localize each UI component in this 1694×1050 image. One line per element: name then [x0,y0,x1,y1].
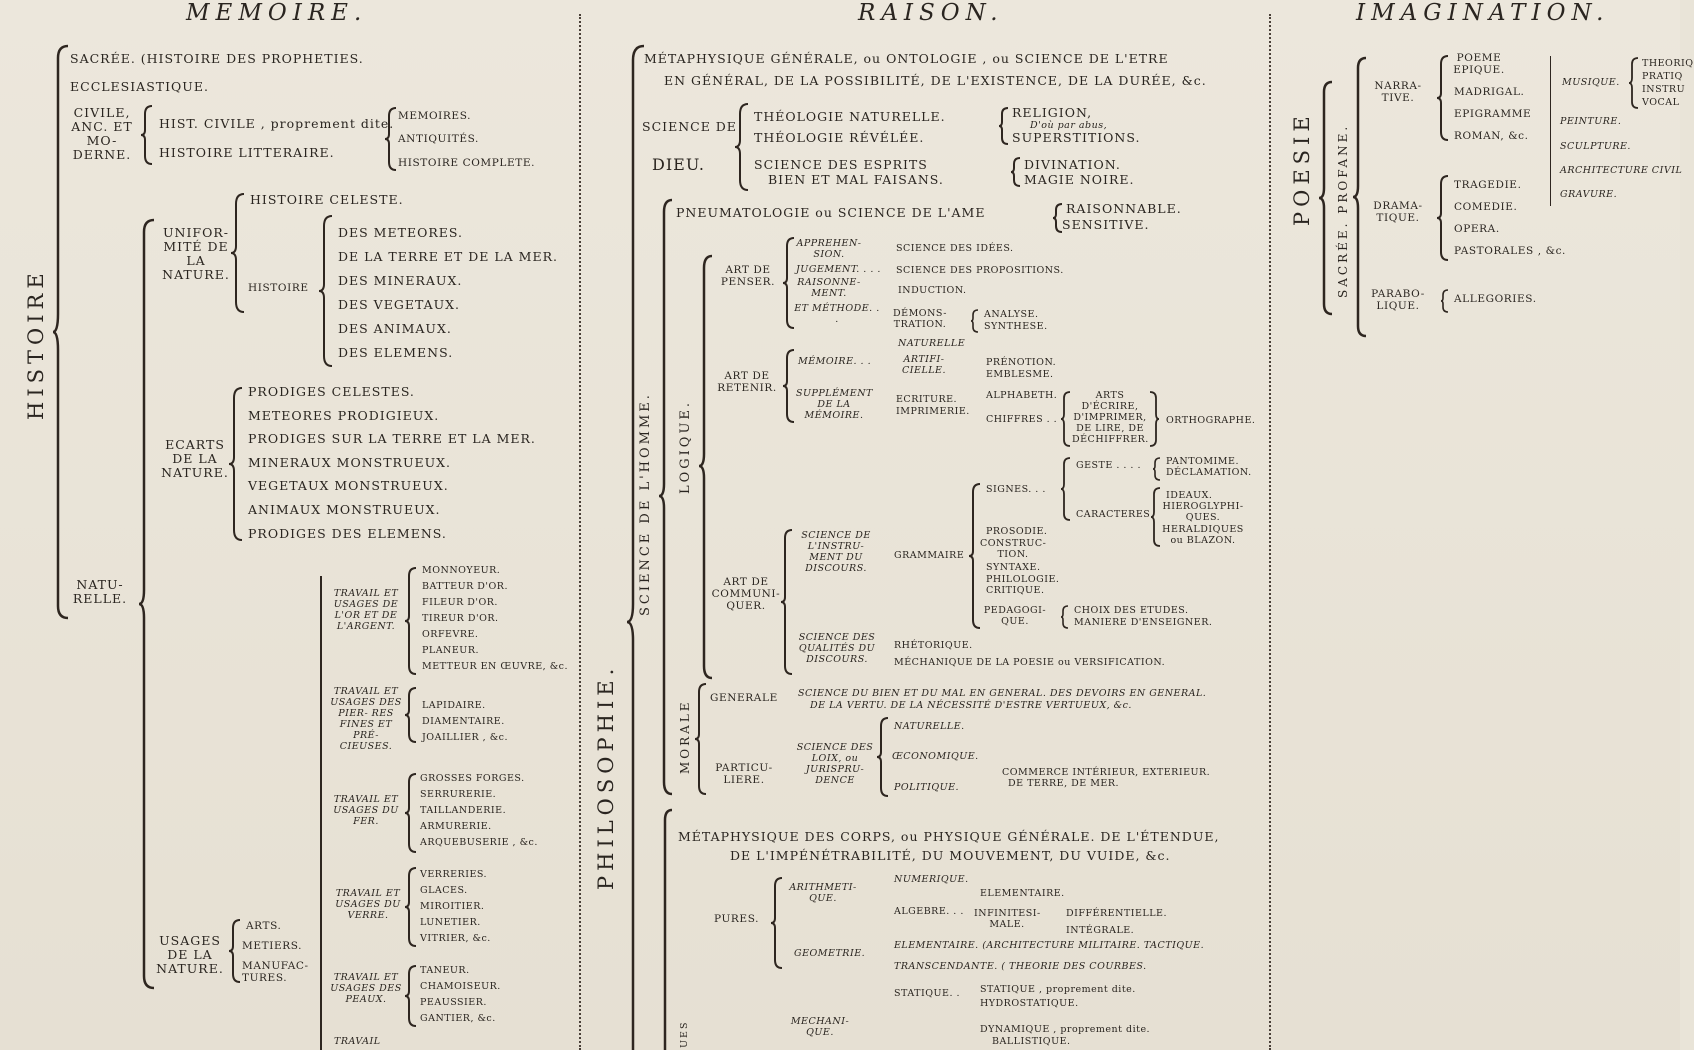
statique-prop-label: STATIQUE , proprement dite. [980,984,1136,995]
civile-items-brace [384,106,398,172]
ecarts-brace [228,386,244,542]
hist-civile-label: HIST. CIVILE , proprement dite. [159,116,395,131]
naturelle-label: NATU- RELLE. [72,577,128,606]
divination-label: DIVINATION. [1024,157,1121,172]
narrative-item: POEME EPIQUE. [1453,52,1505,76]
civile-item: HISTOIRE COMPLETE. [398,157,536,169]
ecriture-label: ECRITURE. [896,394,958,405]
philologie-label: PHILOLOGIE. [986,574,1060,585]
histoire-word: HISTOIRE [248,282,309,294]
header-memoire: MEMOIRE. [186,0,368,26]
allegories-label: ALLEGORIES. [1454,293,1537,305]
analyse-label: ANALYSE. [984,309,1039,320]
analyse-brace [970,308,980,334]
histoire-item: DES METEORES. [338,225,463,240]
travail-or-item: TIREUR D'OR. [422,613,499,624]
histoire-label: HISTOIRE [24,268,48,420]
usages-label: USAGES DE LA NATURE. [156,933,224,976]
geometrie-transcendante-label: TRANSCENDANTE. ( THEORIE DES COURBES. [894,961,1147,972]
travail-or-item: ORFEVRE. [422,629,479,640]
apprehension-label: APPREHEN- SION. [796,238,862,260]
column-divider-right [1269,14,1271,1050]
metaphysique-generale-line2: EN GÉNÉRAL, DE LA POSSIBILITÉ, DE L'EXISTENCE, DE LA DURÉE, &c. [664,73,1207,88]
jugement-label: JUGEMENT. . . . [796,264,881,275]
sensitive-label: SENSITIVE. [1062,217,1150,232]
travail-fer-item: GROSSES FORGES. [420,773,525,784]
pantomime-label: PANTOMIME. [1166,456,1239,467]
mathematiques-label-partial: UES [679,1020,690,1048]
science-esprits-label: SCIENCE DES ESPRITS [754,157,928,172]
penser-result: SCIENCE DES IDÉES. [896,243,1014,254]
pures-brace [770,876,784,970]
travail-verre-item: VERRERIES. [420,869,488,880]
synthese-label: SYNTHESE. [984,321,1048,332]
arts-ecrire-label: ARTS D'ÉCRIRE, D'IMPRIMER, DE LIRE, DE DÉCHIFFRER. [1072,390,1149,445]
dramatique-item: COMEDIE. [1454,201,1518,213]
travail-bracket-line [320,576,322,1050]
histoire-item: DES MINERAUX. [338,273,463,288]
choix-etudes-label: CHOIX DES ETUDES. [1074,605,1189,616]
mathematiques-brace [660,808,674,1050]
pedagogique-brace [1060,604,1070,630]
travail-pierres-item: LAPIDAIRE. [422,700,486,711]
arts-ecrire-brace [1060,390,1072,448]
geste-label: GESTE . . . . [1076,460,1141,471]
usages-item: ARTS. [246,920,282,932]
commerce-line2: DE TERRE, DE MER. [1008,778,1120,789]
bien-mal-faisans-label: BIEN ET MAL FAISANS. [768,172,944,187]
syntaxe-label: SYNTAXE. [986,562,1041,573]
travail-or-item: MONNOYEUR. [422,565,501,576]
travail-verre-label: TRAVAIL ET USAGES DU VERRE. [335,888,401,921]
ballistique-label: BALLISTIQUE. [992,1036,1071,1047]
morale-label: MORALE [678,699,692,774]
superstitions-label: SUPERSTITIONS. [1012,130,1141,145]
travail-verre-item: MIROITIER. [420,901,485,912]
arts-ecrire-right-brace [1148,390,1160,448]
methode-label: ET MÉTHODE. . . [794,303,880,325]
civile-label: CIVILE, ANC. ET MO- DERNE. [71,105,133,162]
declamation-label: DÉCLAMATION. [1166,467,1252,478]
construction-label: CONSTRUC- TION. [980,538,1047,560]
travail-peaux-label: TRAVAIL ET USAGES DES PEAUX. [330,972,402,1005]
travail-pierres-brace [404,686,418,744]
geometrie-label: GEOMETRIE. [794,948,866,959]
dramatique-brace [1436,174,1450,262]
divination-brace [1010,156,1022,188]
parabolique-label: PARABO- LIQUE. [1371,288,1425,312]
theologie-revelee-label: THÉOLOGIE RÉVÉLÉE. [754,130,925,145]
statique-label: STATIQUE. . [894,988,961,999]
theologie-naturelle-label: THÉOLOGIE NATURELLE. [754,109,946,124]
geste-brace [1152,456,1162,482]
algebre-elementaire-label: ELEMENTAIRE. [980,888,1065,899]
travail-fer-item: TAILLANDERIE. [420,805,507,816]
hist-litteraire-label: HISTOIRE LITTERAIRE. [159,145,335,160]
travail-or-item: FILEUR D'OR. [422,597,498,608]
pures-label: PURES. [714,913,760,925]
infinitesimale-label: INFINITESI- MALE. [974,908,1041,930]
musique-brace [1628,56,1640,110]
raisonnement-label: RAISONNE- MENT. [797,277,861,299]
ecarts-item: PRODIGES DES ELEMENS. [248,526,447,541]
politique-label: POLITIQUE. [894,782,960,793]
uniformite-brace [230,192,246,314]
science-homme-label: SCIENCE DE L'HOMME. [638,392,653,616]
critique-label: CRITIQUE. [986,585,1045,596]
travail-or-item: PLANEUR. [422,645,479,656]
hieroglyphiques-label: HIEROGLYPHI- QUES. [1162,501,1244,523]
naturelle-m-label: NATURELLE. [894,721,965,732]
art-penser-label: ART DE PENSER. [720,264,776,288]
philosophie-label: PHILOSOPHIE. [594,663,618,890]
travail-or-item: METTEUR EN ŒUVRE, &c. [422,661,568,672]
hydrostatique-label: HYDROSTATIQUE. [980,998,1079,1009]
usages-brace [228,918,242,984]
naturelle-brace [138,218,156,990]
science-loix-label: SCIENCE DES LOIX, ou JURISPRU- DENCE [796,742,874,786]
art-communiquer-brace [780,528,794,676]
mechanique-poesie-label: MÉCHANIQUE DE LA POESIE ou VERSIFICATION. [894,657,1166,668]
header-imagination: IMAGINATION. [1356,0,1610,26]
differentielle-label: DIFFÉRENTIELLE. [1066,908,1167,919]
par-abus-label: D'où par abus, [1030,120,1108,131]
poesie-label: POESIE [1290,111,1314,226]
dramatique-label: DRAMA- TIQUE. [1373,200,1423,224]
memoire-r-label: MÉMOIRE. . . [798,356,872,367]
architecture-label: ARCHITECTURE CIVIL [1560,165,1683,176]
musique-item: THEORIQ [1642,58,1694,69]
sacree-profane-label: SACRÉE. PROFANE. [1336,123,1350,298]
histoire-item: DES ANIMAUX. [338,321,452,336]
rhetorique-label: RHÉTORIQUE. [894,640,973,651]
dynamique-label: DYNAMIQUE , proprement dite. [980,1024,1151,1035]
science-homme-brace [658,198,674,796]
civile-item: ANTIQUITÉS. [398,133,479,145]
travail-fer-item: ARMURERIE. [420,821,492,832]
travail-fer-item: ARQUEBUSERIE , &c. [420,837,538,848]
travail-fer-brace [404,772,418,854]
signes-brace [1060,456,1072,522]
narrative-label: NARRA- TIVE. [1374,80,1422,104]
metaphysique-corps-line1: MÉTAPHYSIQUE DES CORPS, ou PHYSIQUE GÉNÉRALE. DE L'ÉTENDUE, [678,829,1220,844]
chiffres-label: CHIFFRES . . [986,414,1058,425]
arithmetique-label: ARITHMETI- QUE. [789,882,857,904]
generale-label: GENERALE [710,692,778,704]
travail-peaux-item: TANEUR. [420,965,470,976]
integrale-label: INTÉGRALE. [1066,925,1135,936]
travail-verre-item: LUNETIER. [420,917,481,928]
alphabeth-label: ALPHABETH. [986,390,1058,401]
maniere-enseigner-label: MANIERE D'ENSEIGNER. [1074,617,1213,628]
magie-noire-label: MAGIE NOIRE. [1024,172,1135,187]
travail-peaux-brace [404,964,418,1028]
numerique-label: NUMERIQUE. [894,874,969,885]
dieu-label: DIEU. [652,155,705,174]
ecarts-item: METEORES PRODIGIEUX. [248,408,440,423]
uniformite-label: UNIFOR- MITÉ DE LA NATURE. [162,225,230,282]
travail-pierres-item: DIAMENTAIRE. [422,716,505,727]
pedagogique-label: PEDAGOGI- QUE. [983,605,1047,627]
histoire-celeste-label: HISTOIRE CELESTE. [250,192,404,207]
science-dieu-brace [734,102,750,192]
art-retenir-label: ART DE RETENIR. [717,370,777,394]
heraldiques-label: HERALDIQUES ou BLAZON. [1162,524,1244,546]
science-qualites-label: SCIENCE DES QUALITÉS DU DISCOURS. [798,632,876,665]
poesie-brace [1318,80,1334,316]
parabolique-brace [1440,288,1450,314]
economique-label: ŒCONOMIQUE. [892,751,979,762]
travail-pierres-item: JOAILLIER , &c. [422,732,509,743]
penser-result: INDUCTION. [898,285,967,296]
ecarts-item: ANIMAUX MONSTRUEUX. [248,502,441,517]
peinture-label: PEINTURE. [1560,116,1622,127]
musique-label: MUSIQUE. [1562,77,1620,88]
prosodie-label: PROSODIE. [986,526,1048,537]
histoire-item: DE LA TERRE ET DE LA MER. [338,249,558,264]
ideaux-label: IDEAUX. [1166,490,1213,501]
travail-pierres-label: TRAVAIL ET USAGES DES PIER- RES FINES ET PRÉ- CIEUSES. [330,686,402,752]
particuliere-label: PARTICU- LIERE. [715,762,773,786]
column-divider-left [579,14,581,1050]
metaphysique-generale-line1: MÉTAPHYSIQUE GÉNÉRALE, ou ONTOLOGIE , ou SCIENCE DE L'ETRE [644,51,1169,66]
dramatique-item: TRAGEDIE. [1454,179,1522,191]
prenotion-label: PRÉNOTION. [986,357,1057,368]
sculpture-label: SCULPTURE. [1560,141,1631,152]
travail-or-item: BATTEUR D'OR. [422,581,508,592]
ecarts-label: ECARTS DE LA NATURE. [161,437,229,480]
travail-verre-brace [404,866,418,948]
penser-result: DÉMONS- TRATION. [893,308,947,330]
religion-brace [998,106,1010,146]
travail-peaux-item: GANTIER, &c. [420,1013,496,1024]
logique-brace [698,254,714,680]
penser-result: SCIENCE DES PROPOSITIONS. [896,265,1064,276]
supplement-memoire-label: SUPPLÉMENT DE LA MÉMOIRE. [796,388,873,421]
pneumatologie-label: PNEUMATOLOGIE ou SCIENCE DE L'AME [676,205,986,220]
narrative-item: ROMAN, &c. [1454,130,1529,142]
metaphysique-corps-line2: DE L'IMPÉNÉTRABILITÉ, DU MOUVEMENT, DU VUIDE, &c. [730,848,1171,863]
narrative-item: MADRIGAL. [1454,86,1525,98]
signes-label: SIGNES. . . [986,484,1046,495]
usages-item: MANUFAC- TURES. [242,960,309,984]
science-de-label: SCIENCE DE [642,119,737,134]
travail-last-label: TRAVAIL [334,1036,381,1047]
dramatique-item: OPERA. [1454,223,1500,235]
emblesme-label: EMBLESME. [986,369,1054,380]
travail-or-brace [404,566,418,676]
generale-text-2: DE LA VERTU. DE LA NÉCESSITÉ D'ESTRE VERTUEUX, &c. [810,700,1132,711]
musique-item: INSTRU [1642,84,1686,95]
beaux-arts-rule [1550,56,1551,206]
musique-item: VOCAL [1642,97,1680,108]
ecarts-item: PRODIGES CELESTES. [248,384,415,399]
art-communiquer-label: ART DE COMMUNI- QUER. [711,576,781,612]
science-instrument-label: SCIENCE DE L'INSTRU- MENT DU DISCOURS. [801,530,871,574]
usages-item: METIERS. [242,940,303,952]
logique-label: LOGIQUE. [678,399,693,494]
civile-item: MEMOIRES. [398,110,472,122]
travail-peaux-item: PEAUSSIER. [420,997,487,1008]
religion-label: RELIGION, [1012,105,1093,120]
ecarts-item: PRODIGES SUR LA TERRE ET LA MER. [248,431,536,446]
civile-brace [140,104,154,166]
grammaire-label: GRAMMAIRE [894,550,965,561]
travail-fer-label: TRAVAIL ET USAGES DU FER. [333,794,399,827]
caracteres-label: CARACTERES [1076,509,1151,520]
ecarts-item: MINERAUX MONSTRUEUX. [248,455,452,470]
generale-text-1: SCIENCE DU BIEN ET DU MAL EN GENERAL. DES DEVOIRS EN GENERAL. [798,688,1207,699]
header-raison: RAISON. [858,0,1004,26]
gravure-label: GRAVURE. [1560,189,1618,200]
ecarts-item: VEGETAUX MONSTRUEUX. [248,478,449,493]
art-retenir-brace [782,348,796,424]
travail-fer-item: SERRURERIE. [420,789,497,800]
orthographe-label: ORTHOGRAPHE. [1166,415,1256,426]
travail-verre-item: GLACES. [420,885,468,896]
histoire-item: DES VEGETAUX. [338,297,461,312]
musique-item: PRATIQ [1642,71,1683,82]
naturelle-r-label: NATURELLE [898,338,966,349]
algebre-label: ALGEBRE. . . [894,906,964,917]
ecclesiastique-label: ECCLESIASTIQUE. [70,79,209,94]
geometrie-elementaire-label: ELEMENTAIRE. (ARCHITECTURE MILITAIRE. TACTIQUE. [894,940,1205,951]
travail-peaux-item: CHAMOISEUR. [420,981,501,992]
mechanique-label: MECHANI- QUE. [790,1016,850,1038]
histoire-item: DES ELEMENS. [338,345,454,360]
histoire-items-brace [318,214,334,368]
dramatique-item: PASTORALES , &c. [1454,245,1566,257]
loix-brace [876,716,890,798]
artificielle-label: ARTIFI- CIELLE. [901,354,947,376]
travail-or-label: TRAVAIL ET USAGES DE L'OR ET DE L'ARGENT. [333,588,399,632]
sacree-label: SACRÉE. (HISTOIRE DES PROPHETIES. [70,51,364,66]
raisonnable-label: RAISONNABLE. [1066,201,1182,216]
narrative-item: EPIGRAMME [1454,108,1532,120]
commerce-line1: COMMERCE INTÉRIEUR, EXTERIEUR. [1002,767,1211,778]
imprimerie-label: IMPRIMERIE. [896,406,970,417]
travail-verre-item: VITRIER, &c. [420,933,491,944]
